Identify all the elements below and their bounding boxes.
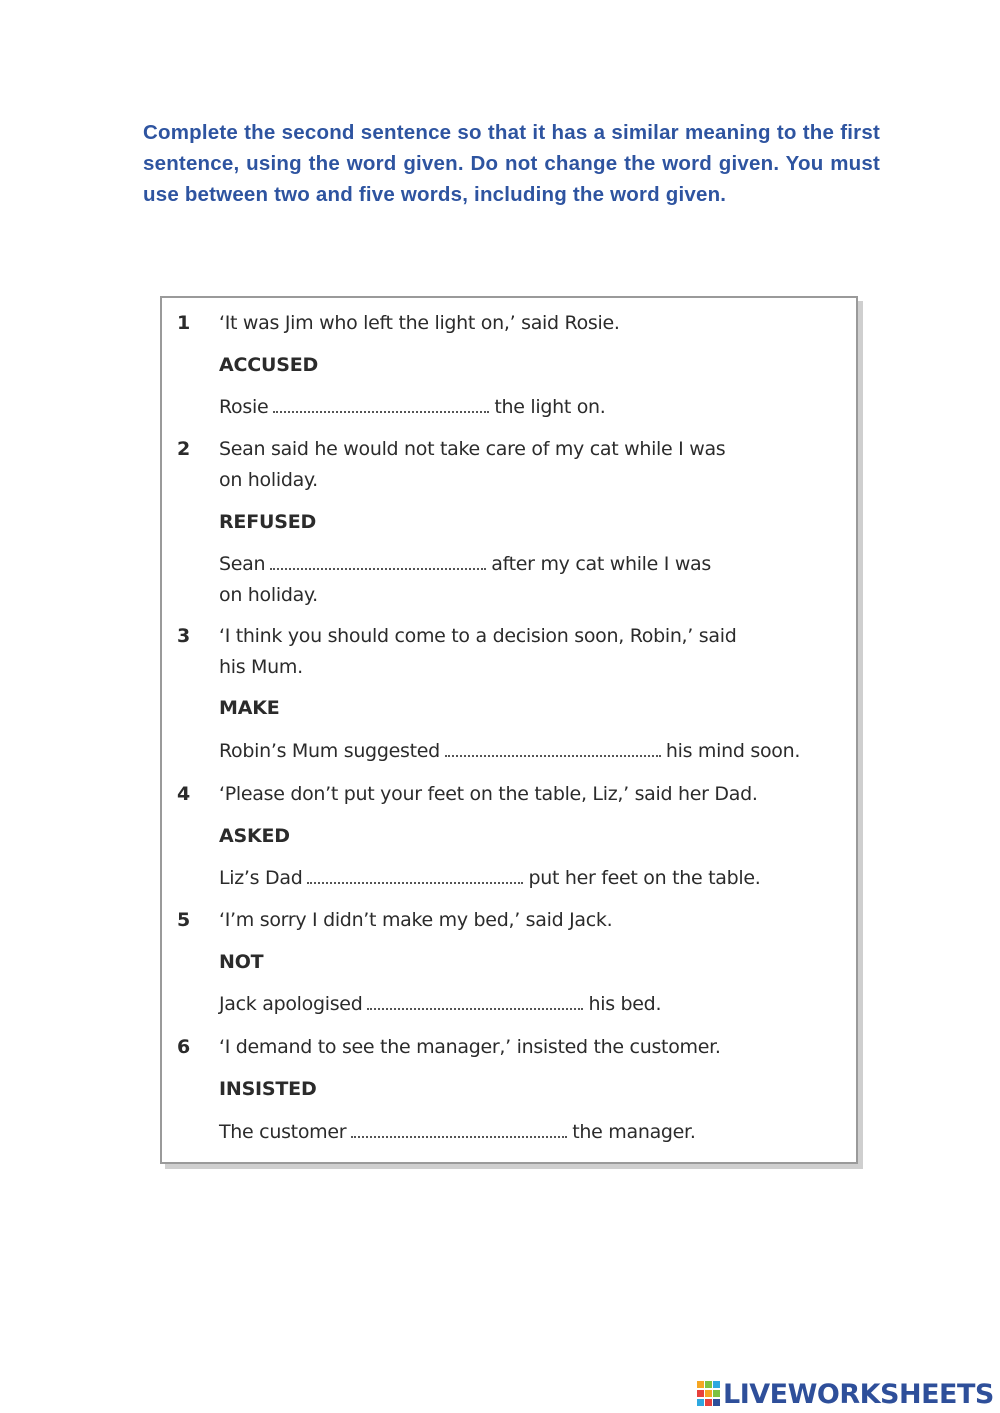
- question-sentence: ‘It was Jim who left the light on,’ said Rosie.: [219, 312, 620, 334]
- answer-before: Robin’s Mum suggested: [219, 740, 440, 762]
- logo-text: LIVEWORKSHEETS: [723, 1378, 994, 1410]
- answer-after: put her feet on the table.: [528, 867, 761, 889]
- answer-before: Jack apologised: [219, 993, 363, 1015]
- answer-blank[interactable]: [270, 550, 486, 570]
- question-keyword: INSISTED: [219, 1078, 317, 1100]
- question-sentence: ‘I demand to see the manager,’ insisted the customer.: [219, 1036, 721, 1058]
- answer-line: [219, 1117, 859, 1148]
- question-number: 1: [177, 312, 191, 334]
- answer-blank[interactable]: [351, 1118, 567, 1138]
- question-keyword: ACCUSED: [219, 354, 319, 376]
- exercise-box: [160, 296, 858, 1164]
- question-sentence: ‘Please don’t put your feet on the table, Liz,’ said her Dad.: [219, 783, 758, 805]
- question-number: 2: [177, 438, 191, 460]
- answer-before: Rosie: [219, 396, 269, 418]
- question-number: 4: [177, 783, 191, 805]
- answer-after: the light on.: [494, 396, 606, 418]
- liveworksheets-logo[interactable]: [697, 1379, 994, 1409]
- answer-blank[interactable]: [307, 864, 523, 884]
- question-number: 3: [177, 625, 191, 647]
- answer-after: his bed.: [588, 993, 662, 1015]
- instructions: Complete the second sentence so that it has a similar meaning to the first sentence, using the word given. Do not change the word given. You must use between two and five words, including the word given.: [143, 121, 880, 206]
- answer-after: after my cat while I was: [491, 553, 712, 575]
- answer-line: [219, 736, 859, 767]
- answer-line: [219, 392, 859, 423]
- answer-line: [219, 863, 859, 894]
- answer-line: [219, 989, 859, 1020]
- question-sentence: ‘I’m sorry I didn’t make my bed,’ said Jack.: [219, 909, 613, 931]
- question-keyword: ASKED: [219, 825, 290, 847]
- question-number: 6: [177, 1036, 191, 1058]
- answer-after: his mind soon.: [665, 740, 801, 762]
- question-number: 5: [177, 909, 191, 931]
- answer-blank[interactable]: [445, 737, 661, 757]
- answer-before: Sean: [219, 553, 266, 575]
- answer-blank[interactable]: [367, 990, 583, 1010]
- question-sentence: Sean said he would not take care of my cat while I was on holiday.: [219, 438, 726, 491]
- answer-second-line: on holiday.: [219, 584, 318, 606]
- answer-after: the manager.: [572, 1121, 696, 1143]
- answer-before: Liz’s Dad: [219, 867, 303, 889]
- answer-before: The customer: [219, 1121, 347, 1143]
- question-sentence: ‘I think you should come to a decision soon, Robin,’ said his Mum.: [219, 625, 737, 678]
- liveworksheets-logo-icon: [697, 1381, 721, 1407]
- answer-line: [219, 549, 859, 580]
- question-keyword: MAKE: [219, 697, 280, 719]
- question-keyword: NOT: [219, 951, 264, 973]
- question-keyword: REFUSED: [219, 511, 317, 533]
- answer-blank[interactable]: [273, 393, 489, 413]
